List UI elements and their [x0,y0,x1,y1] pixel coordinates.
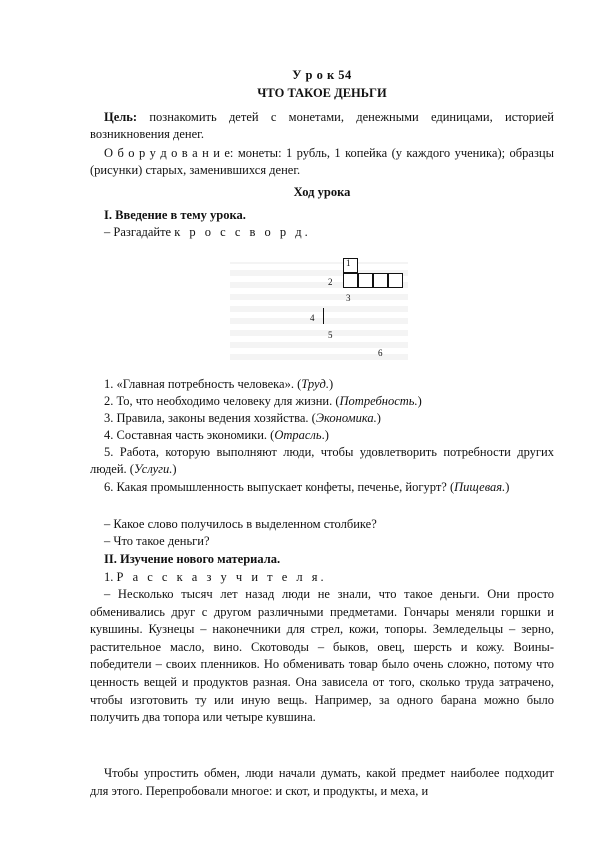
equipment-label: О б о р у д о в а н и е: [104,146,234,160]
crossword-number-4: 4 [310,313,315,323]
goal-label: Цель: [104,110,138,124]
teacher-story-label: 1. Р а с с к а з у ч и т е л я. [104,570,327,584]
crossword-number-2: 2 [328,277,333,287]
crossword-cell [343,273,358,288]
goal-text: познакомить детей с монетами, денежными единицами, историей возникновения денег. [90,110,554,141]
section1-heading: I. Введение в тему урока. [104,208,246,222]
question-4: 4. Составная часть экономики. (Отрасль.) [104,428,329,442]
course-title: Ход урока [293,185,351,199]
crossword-cell [373,273,388,288]
story-paragraph-2: Чтобы упростить обмен, люди начали думать, какой предмет наиболее подходит для этого. Перепробовали многое: и скот, и продукты, и меха, и [90,766,554,798]
crossword-cell [358,273,373,288]
equipment-text: монеты: 1 рубль, 1 копейка (у каждого ученика); образцы (рисунки) старых, заменившихся денег. [90,146,554,177]
ask-money: – Что такое деньги? [104,534,210,548]
crossword-marker [323,308,324,324]
ask-word: – Какое слово получилось в выделенном столбике? [104,517,377,531]
section2-heading: II. Изучение нового материала. [104,552,281,566]
question-6: 6. Какая промышленность выпускает конфеты, печенье, йогурт? (Пищевая.) [104,480,510,494]
story-paragraph-1: – Несколько тысяч лет назад люди не знали, что такое деньги. Они просто обменивались друг с другом различными предметами. Гончары меняли горшки и кувшины. Кузнецы – наконечники для стрел, кожи, топоры. Земледельцы – зерно, растительное масло, вино. Скотоводы – быков, овец, шерсть и кожу. Воины-победители – своих пленников. Но обменивать товар было очень сложно, потому что ценность вещей и продуктов разная. Она зависела от того, сколько труда затрачено, чтобы изготовить ту или иную вещь. Например, за одного барана можно было получить два топора или четыре кувшина. [90,587,554,725]
crossword-number-1: 1 [346,258,351,268]
crossword-cell [388,273,403,288]
crossword-grid [218,255,408,365]
goal-paragraph [90,109,554,142]
crossword-number-3: 3 [346,293,351,303]
crossword-prompt: – Разгадайте к р о с с в о р д. [104,225,311,239]
crossword-number-6: 6 [378,348,383,358]
equipment-paragraph [90,145,554,178]
question-5: 5. Работа, которую выполняют люди, чтобы удовлетворить потребности других людей. (Услуги.) [90,445,554,476]
question-2: 2. То, что необходимо человеку для жизни. (Потребность.) [104,394,422,408]
question-3: 3. Правила, законы ведения хозяйства. (Экономика.) [104,411,381,425]
question-1: 1. «Главная потребность человека». (Труд.) [104,377,334,391]
crossword-number-5: 5 [328,330,333,340]
lesson-number: У р о к 54 [292,68,352,82]
lesson-title: ЧТО ТАКОЕ ДЕНЬГИ [257,86,387,100]
